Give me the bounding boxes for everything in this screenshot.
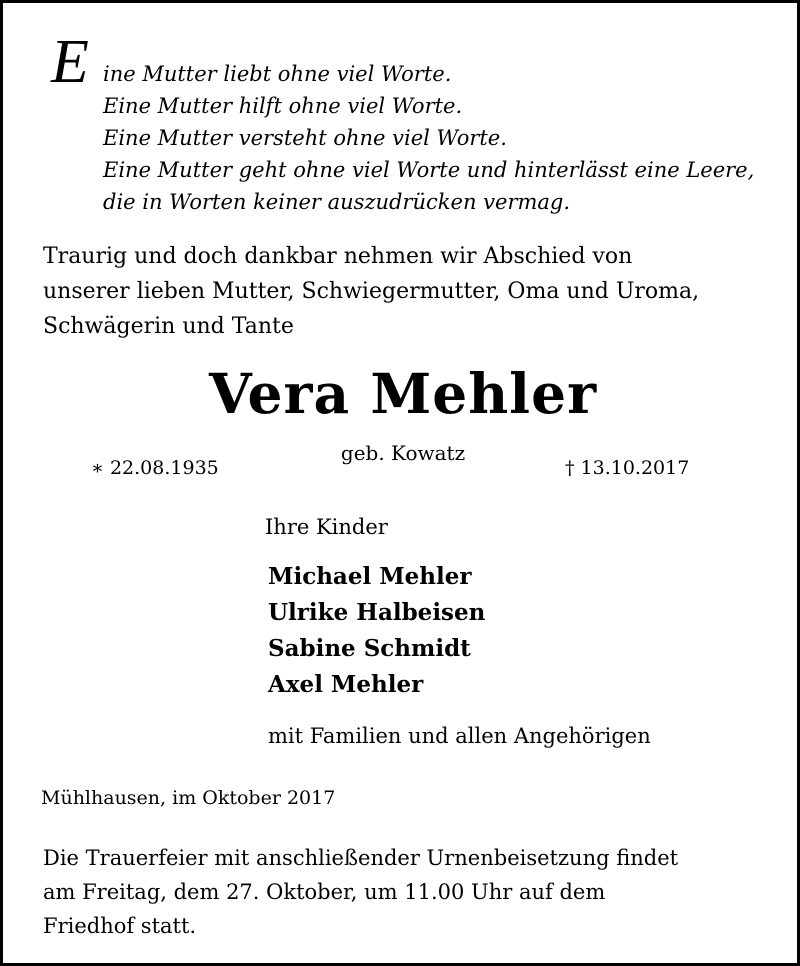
service-line: am Freitag, dem 27. Oktober, um 11.00 Uhr auf dem — [43, 880, 606, 904]
families-line: mit Familien und allen Angehörigen — [268, 724, 651, 748]
place-date: Mühlhausen, im Oktober 2017 — [41, 787, 336, 809]
poem-line: ine Mutter liebt ohne viel Worte. — [103, 62, 452, 86]
poem-line: Eine Mutter geht ohne viel Worte und hinterlässt eine Leere, — [103, 158, 755, 182]
deceased-name: Vera Mehler — [208, 361, 598, 426]
birth-date: ∗ 22.08.1935 — [91, 457, 219, 479]
intro-line: unserer lieben Mutter, Schwiegermutter, Oma und Uroma, — [43, 279, 700, 304]
poem-line: die in Worten keiner auszudrücken vermag. — [103, 190, 571, 214]
death-date: † 13.10.2017 — [565, 457, 690, 479]
intro-line: Traurig und doch dankbar nehmen wir Abschied von — [43, 244, 633, 269]
children-list — [268, 559, 485, 703]
intro-line: Schwägerin und Tante — [43, 314, 294, 339]
poem-decorative-initial: E — [51, 28, 89, 96]
child-name: Ulrike Halbeisen — [268, 599, 486, 626]
service-line: Die Trauerfeier mit anschließender Urnenbeisetzung findet — [43, 846, 679, 870]
child-name: Michael Mehler — [268, 563, 472, 590]
child-name: Sabine Schmidt — [268, 635, 471, 662]
poem-line: Eine Mutter hilft ohne viel Worte. — [103, 94, 463, 118]
child-name: Axel Mehler — [268, 671, 424, 698]
poem-line: Eine Mutter versteht ohne viel Worte. — [103, 126, 507, 150]
children-label: Ihre Kinder — [265, 515, 388, 539]
service-info — [43, 841, 678, 943]
intro-text — [43, 239, 783, 344]
poem — [103, 58, 754, 218]
maiden-name: geb. Kowatz — [340, 441, 466, 465]
service-line: Friedhof statt. — [43, 914, 197, 938]
